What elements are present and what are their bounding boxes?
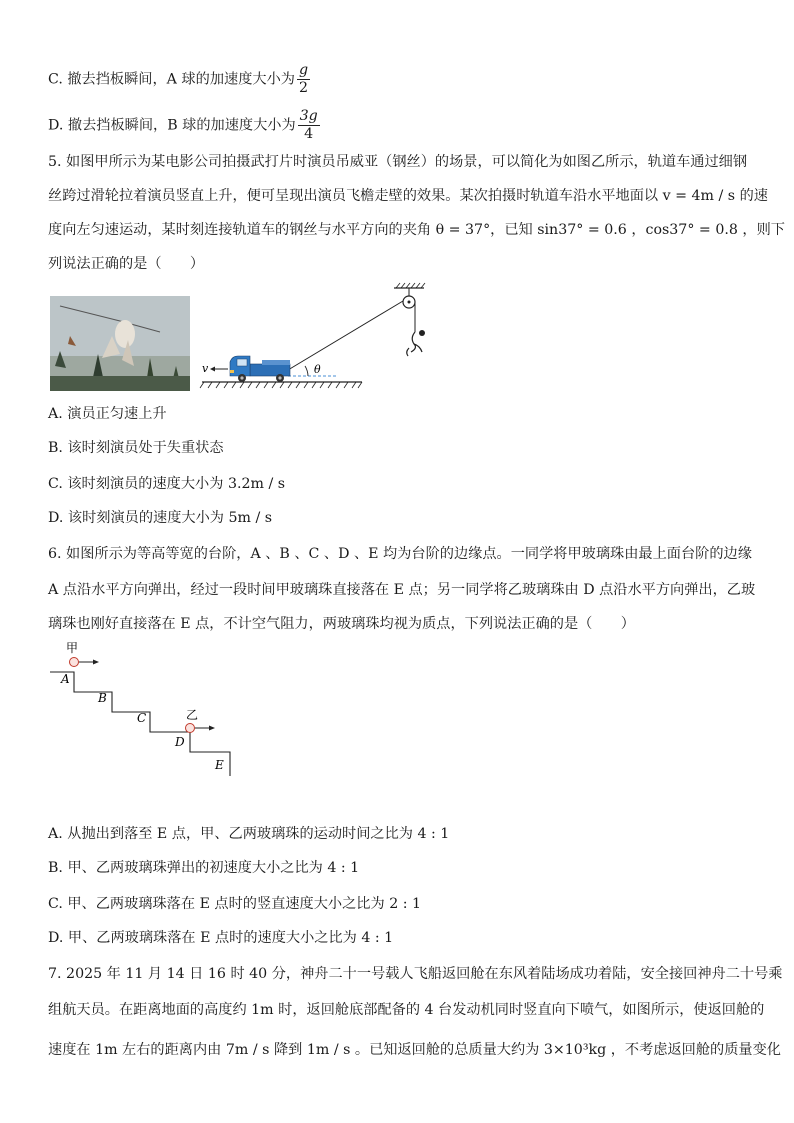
q5-performer-figure [407, 330, 425, 356]
q6-option-c: C. 甲、乙两玻璃珠落在 E 点时的竖直速度大小之比为 2 : 1 [48, 896, 422, 912]
q6-option-d: D. 甲、乙两玻璃珠落在 E 点时的速度大小之比为 4 : 1 [48, 930, 394, 946]
q5-photo-wire-stunt [50, 296, 190, 391]
q5-stem-line-3: 度向左匀速运动，某时刻连接轨道车的钢丝与水平方向的夹角 θ = 37°，已知 sin37° = 0.6 ，cos37° = 0.8 ，则下 [48, 222, 785, 238]
q5-photo-illustration [50, 296, 190, 391]
q6-stem-line-2: A 点沿水平方向弹出，经过一段时间甲玻璃珠直接落在 E 点；另一同学将乙玻璃珠由 D 点沿水平方向弹出，乙玻 [48, 582, 756, 598]
q6-ball-jia [70, 658, 100, 667]
q6-stem-line-3: 璃珠也刚好直接落在 E 点，不计空气阻力，两玻璃珠均视为质点，下列说法正确的是（ ） [48, 616, 635, 632]
q5-ground [200, 382, 362, 388]
q5-pulley [403, 288, 415, 308]
q4-option-d-fraction: $\frac{3g}{4}$ [299, 108, 318, 142]
q6-label-yi: 乙 [186, 708, 199, 722]
q5-stem-line-1: 5. 如图甲所示为某电影公司拍摄武打片时演员吊威亚（钢丝）的场景，可以简化为如图乙所示，轨道车通过细钢 [48, 154, 748, 170]
q6-label-e: E [215, 758, 224, 772]
q5-stem-line-2: 丝跨过滑轮拉着演员竖直上升，便可呈现出演员飞檐走壁的效果。某次拍摄时轨道车沿水平地面以 v = 4m / s 的速 [48, 188, 768, 204]
q7-stem-line-1: 7. 2025 年 11 月 14 日 16 时 40 分，神舟二十一号载人飞船返回舱在东风着陆场成功着陆，安全接回神舟二十号乘 [48, 966, 783, 982]
q6-stem-line-1: 6. 如图所示为等高等宽的台阶，A 、B 、C 、D 、E 均为台阶的边缘点。一同学将甲玻璃珠由最上面台阶的边缘 [48, 546, 752, 562]
q6-label-a: A [61, 672, 70, 686]
q5-label-theta: θ [314, 363, 321, 376]
q5-ceiling [394, 283, 425, 288]
q4-option-c-text: C. 撤去挡板瞬间，A 球的加速度大小为 [48, 71, 295, 88]
q5-velocity-arrow [210, 367, 228, 372]
q5-option-a: A. 演员正匀速上升 [48, 406, 167, 422]
q5-wire-to-truck [288, 301, 403, 370]
q6-option-a: A. 从抛出到落至 E 点，甲、乙两玻璃珠的运动时间之比为 4 : 1 [48, 826, 450, 842]
q4-option-c-fraction: $\frac{g}{2}$ [298, 62, 309, 96]
q5-stem-line-4: 列说法正确的是（ ） [48, 256, 205, 272]
q4-option-d [48, 108, 320, 143]
q6-label-c: C [137, 711, 147, 725]
q5-option-c: C. 该时刻演员的速度大小为 3.2m / s [48, 476, 286, 492]
q6-ball-yi [186, 724, 216, 733]
q7-stem-line-3: 速度在 1m 左右的距离内由 7m / s 降到 1m / s 。已知返回舱的总质量大约为 3×10³kg ，不考虑返回舱的质量变化 [48, 1042, 781, 1058]
q7-stem-line-2: 组航天员。在距离地面的高度约 1m 时，返回舱底部配备的 4 台发动机同时竖直向下喷气，如图所示，使返回舱的 [48, 1002, 765, 1018]
q5-option-b: B. 该时刻演员处于失重状态 [48, 440, 224, 456]
q5-option-d: D. 该时刻演员的速度大小为 5m / s [48, 510, 273, 526]
q6-label-b: B [98, 691, 107, 705]
q6-label-jia: 甲 [66, 641, 79, 655]
q6-option-b: B. 甲、乙两玻璃珠弹出的初速度大小之比为 4 : 1 [48, 860, 360, 876]
q5-angle-arc [305, 366, 308, 376]
q4-option-d-text: D. 撤去挡板瞬间，B 球的加速度大小为 [48, 117, 296, 134]
q5-diagram-truck-pulley [196, 282, 436, 396]
q4-option-c [48, 62, 310, 97]
q6-label-d: D [175, 735, 185, 749]
q6-diagram-staircase [44, 640, 244, 780]
q5-label-v: v [202, 362, 209, 375]
q5-truck [230, 356, 290, 382]
